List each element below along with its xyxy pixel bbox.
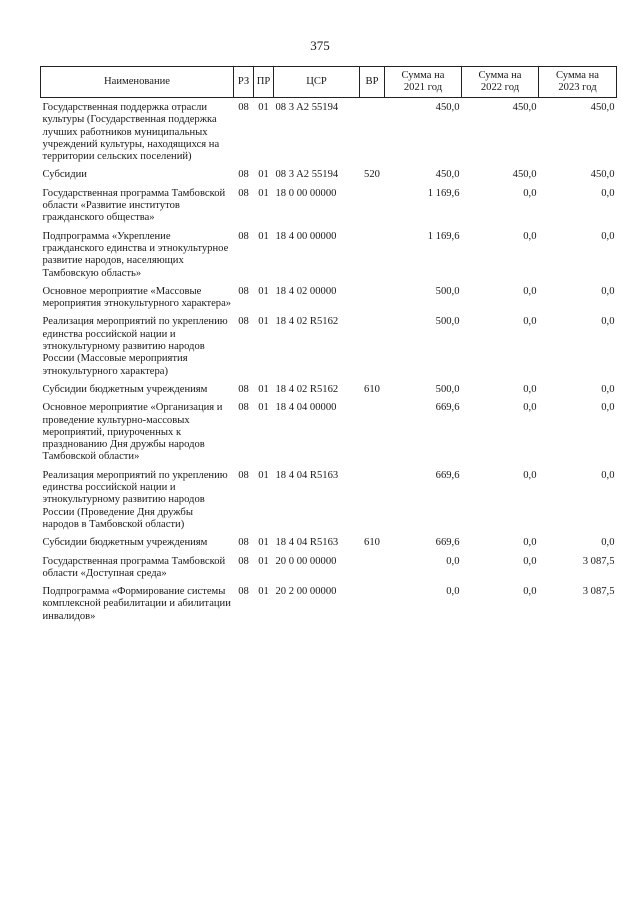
table-header-row [41, 67, 617, 98]
table-row [41, 556, 617, 587]
row-pr: 01 [258, 555, 269, 567]
row-name: Реализация мероприятий по укреплению единства российской нации и этнокультурному развитию народов России (Проведение Дня дружбы народов в Тамбовской области) [42, 469, 228, 530]
header-sum-2022-line2: 2022 год [480, 82, 520, 93]
row-rz: 08 [238, 537, 249, 549]
row-csr: 18 4 02 R5162 [275, 316, 339, 328]
row-sum-2023: 450,0 [590, 102, 615, 113]
row-sum-2023: 3 087,5 [582, 586, 615, 598]
row-pr: 01 [258, 187, 269, 199]
row-pr: 01 [258, 169, 269, 181]
header-csr: ЦСР [274, 67, 360, 98]
row-csr: 18 0 00 00000 [275, 187, 337, 199]
header-sum-2023-line2: 2023 год [558, 82, 597, 93]
row-name: Государственная поддержка отрасли культуры (Государственная поддержка лучших работников муниципальных учреждений культуры, находящихся на территории сельских поселений) [42, 102, 220, 163]
row-vr [360, 286, 385, 317]
row-csr: 18 4 02 R5162 [275, 383, 339, 395]
row-vr [360, 402, 385, 469]
row-rz: 08 [238, 316, 249, 328]
row-rz: 08 [238, 383, 249, 395]
row-csr: 18 4 00 00000 [275, 230, 337, 242]
row-vr: 610 [364, 537, 380, 549]
page-number: 375 [310, 38, 330, 53]
row-rz: 08 [238, 102, 249, 113]
header-vr: ВР [360, 67, 385, 98]
row-sum-2021: 450,0 [435, 169, 460, 181]
row-name: Реализация мероприятий по укреплению единства российской нации и этнокультурному развитию народов России (Массовые мероприятия этнокультурного характера) [42, 316, 228, 377]
row-pr: 01 [258, 383, 269, 395]
row-csr: 18 4 04 00000 [275, 402, 337, 414]
header-sum-2022-line1: Сумма на [478, 70, 522, 81]
table-row [41, 188, 617, 231]
row-rz: 08 [238, 555, 249, 567]
row-sum-2022: 0,0 [523, 383, 537, 395]
header-sum-2023 [539, 67, 617, 98]
row-csr: 18 4 04 R5163 [275, 537, 339, 549]
row-sum-2022: 0,0 [523, 586, 537, 598]
row-sum-2022: 0,0 [523, 537, 537, 549]
row-sum-2023: 0,0 [601, 402, 615, 414]
header-sum-2021-line1: Сумма на [401, 70, 445, 81]
row-sum-2022: 0,0 [523, 316, 537, 328]
row-sum-2021: 0,0 [446, 586, 460, 598]
row-rz: 08 [238, 187, 249, 199]
table-row [41, 231, 617, 286]
row-sum-2023: 450,0 [590, 169, 615, 181]
row-pr: 01 [258, 469, 269, 481]
row-vr [360, 188, 385, 231]
row-pr: 01 [258, 102, 269, 113]
table-row [41, 586, 617, 629]
row-sum-2021: 500,0 [435, 316, 460, 328]
row-sum-2023: 0,0 [601, 383, 615, 395]
row-csr: 08 3 A2 55194 [275, 169, 339, 181]
row-sum-2021: 669,6 [435, 469, 460, 481]
row-rz: 08 [238, 402, 249, 414]
row-sum-2022: 450,0 [512, 169, 537, 181]
header-pr: ПР [254, 67, 274, 98]
header-sum-2021-line2: 2021 год [403, 82, 443, 93]
row-csr: 08 3 A2 55194 [275, 102, 339, 113]
row-name: Основное мероприятие «Массовые мероприятия этнокультурного характера» [42, 285, 232, 310]
row-sum-2021: 1 169,6 [427, 187, 460, 199]
header-rz: РЗ [234, 67, 254, 98]
row-name: Субсидии бюджетным учреждениям [42, 537, 208, 549]
row-sum-2023: 0,0 [601, 316, 615, 328]
row-sum-2021: 0,0 [446, 555, 460, 567]
row-name: Государственная программа Тамбовской области «Развитие институтов гражданского общества» [42, 187, 226, 224]
row-vr [360, 231, 385, 286]
row-sum-2022: 0,0 [523, 230, 537, 242]
row-vr [360, 586, 385, 629]
row-csr: 18 4 04 R5163 [275, 469, 339, 481]
row-pr: 01 [258, 285, 269, 297]
table-row [41, 470, 617, 537]
row-csr: 20 0 00 00000 [275, 555, 337, 567]
row-vr [360, 556, 385, 587]
row-sum-2022: 0,0 [523, 555, 537, 567]
row-sum-2021: 500,0 [435, 383, 460, 395]
row-sum-2022: 450,0 [512, 102, 537, 113]
row-pr: 01 [258, 316, 269, 328]
row-pr: 01 [258, 402, 269, 414]
row-rz: 08 [238, 230, 249, 242]
header-name: Наименование [41, 67, 234, 98]
row-csr: 18 4 02 00000 [275, 285, 337, 297]
row-sum-2022: 0,0 [523, 402, 537, 414]
row-name: Подпрограмма «Укрепление гражданского единства и этнокультурное развитие народов, населяющих Тамбовскую область» [42, 230, 229, 279]
table-row [41, 316, 617, 383]
row-sum-2021: 500,0 [435, 285, 460, 297]
row-sum-2023: 3 087,5 [582, 555, 615, 567]
row-rz: 08 [238, 586, 249, 598]
row-sum-2023: 0,0 [601, 469, 615, 481]
row-sum-2023: 0,0 [601, 285, 615, 297]
row-sum-2023: 0,0 [601, 230, 615, 242]
table-row [41, 384, 617, 402]
row-vr: 520 [364, 169, 380, 181]
row-sum-2023: 0,0 [601, 537, 615, 549]
row-pr: 01 [258, 230, 269, 242]
row-vr: 610 [364, 383, 380, 395]
row-rz: 08 [238, 469, 249, 481]
header-sum-2023-line1: Сумма на [555, 70, 600, 81]
row-vr [360, 102, 385, 169]
row-csr: 20 2 00 00000 [275, 586, 337, 598]
row-sum-2022: 0,0 [523, 187, 537, 199]
row-sum-2021: 450,0 [435, 102, 460, 113]
row-pr: 01 [258, 586, 269, 598]
row-vr [360, 316, 385, 383]
row-sum-2021: 1 169,6 [427, 230, 460, 242]
row-name: Подпрограмма «Формирование системы комплексной реабилитации и абилитации инвалидов» [42, 586, 231, 622]
table-row [41, 102, 617, 169]
row-sum-2022: 0,0 [523, 285, 537, 297]
row-sum-2022: 0,0 [523, 469, 537, 481]
table-row [41, 169, 617, 187]
row-rz: 08 [238, 285, 249, 297]
row-rz: 08 [238, 169, 249, 181]
row-name: Основное мероприятие «Организация и проведение культурно-массовых мероприятий, приуроченных к празднованию Дня дружбы народов Тамбовской области» [42, 402, 223, 463]
row-sum-2021: 669,6 [435, 537, 460, 549]
table-row [41, 402, 617, 469]
table-row [41, 537, 617, 555]
row-sum-2023: 0,0 [601, 187, 615, 199]
row-name: Государственная программа Тамбовской области «Доступная среда» [42, 555, 226, 579]
row-name: Субсидии [42, 169, 87, 181]
row-name: Субсидии бюджетным учреждениям [42, 383, 208, 395]
row-pr: 01 [258, 537, 269, 549]
header-sum-2022 [462, 67, 539, 98]
budget-table [40, 66, 617, 629]
table-row [41, 286, 617, 317]
row-vr [360, 470, 385, 537]
row-sum-2021: 669,6 [435, 402, 460, 414]
header-sum-2021 [385, 67, 462, 98]
